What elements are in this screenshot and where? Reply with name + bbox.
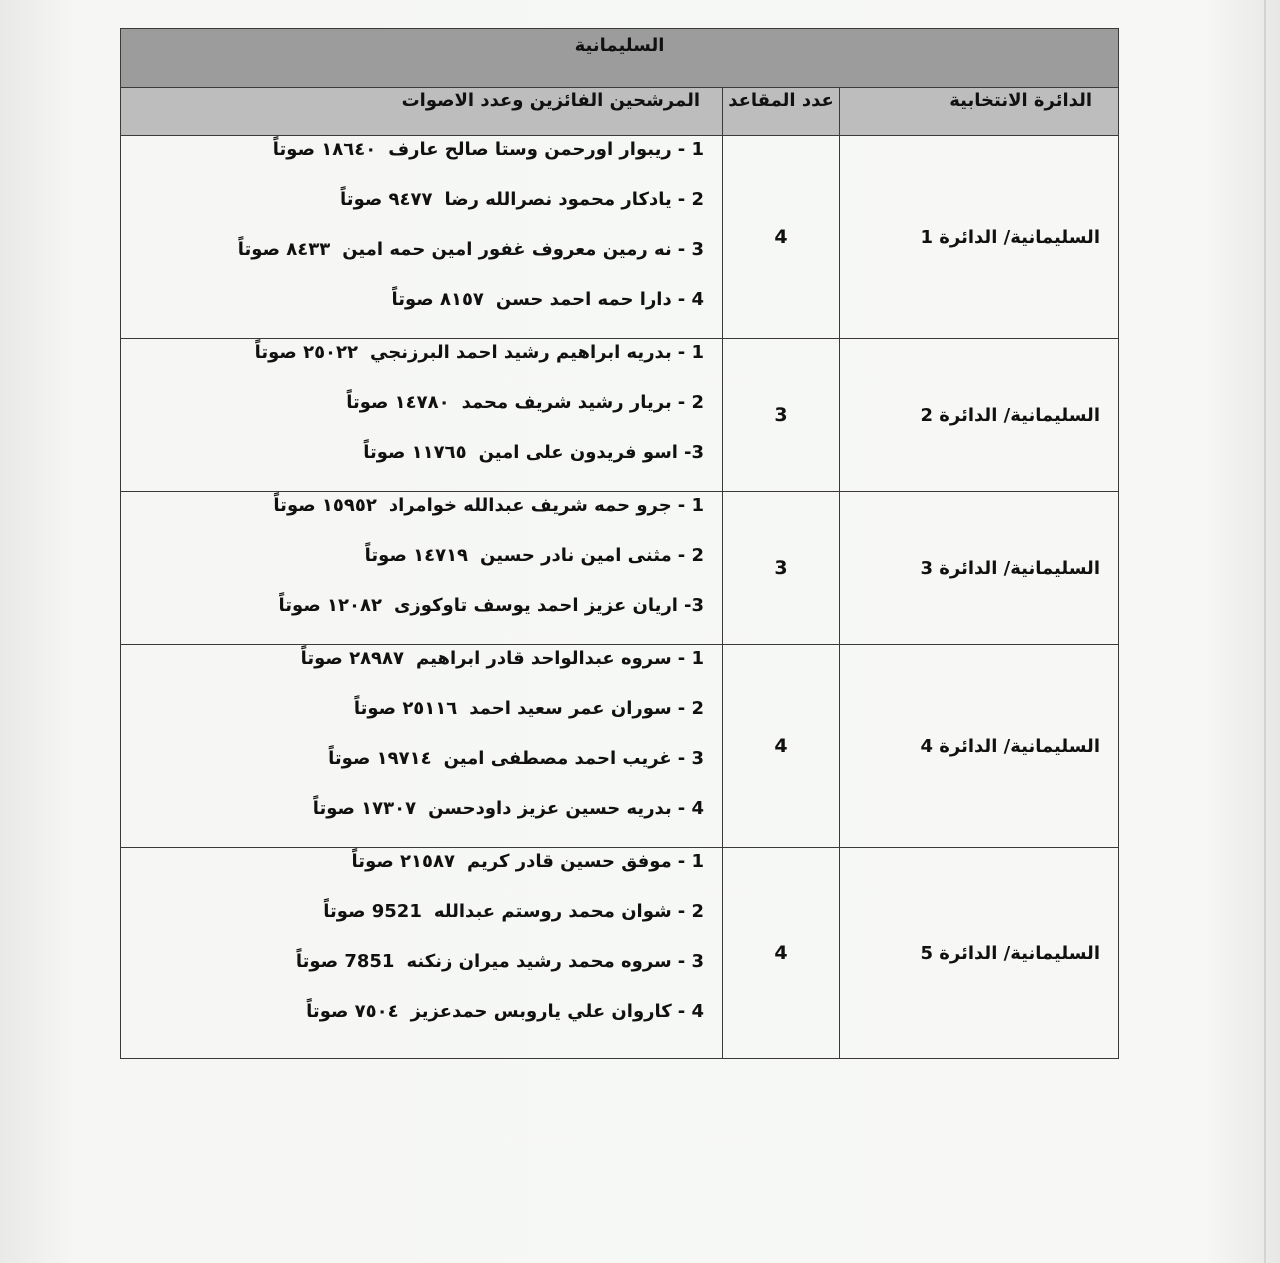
candidate-list <box>121 339 722 491</box>
candidates-cell <box>121 339 723 492</box>
candidate-name: اريان عزيز احمد يوسف تاوكوزى <box>393 595 678 616</box>
candidate-number: 3- <box>683 595 704 616</box>
candidate-votes: ٢١٥٨٧ صوتاً <box>351 851 455 872</box>
candidate-votes: ١٤٧١٩ صوتاً <box>364 545 469 566</box>
candidate-votes: ٢٥٠٢٢ صوتاً <box>254 342 359 363</box>
table-title: السليمانية <box>574 35 665 56</box>
candidate-number: 3 - <box>677 951 704 972</box>
candidate-votes: ١٤٧٨٠ صوتاً <box>346 392 450 413</box>
candidate-item <box>121 288 704 338</box>
candidate-name: نه رمين معروف غفور امين حمه امين <box>342 239 672 260</box>
candidate-number: 2 - <box>677 545 704 566</box>
district-name: السليمانية/ الدائرة 2 <box>840 339 1119 492</box>
candidate-name: يادكار محمود نصرالله رضا <box>444 189 672 210</box>
candidate-votes: 9521 صوتاً <box>323 901 422 922</box>
seats-cell: 4 <box>723 848 840 1059</box>
candidate-item <box>121 797 704 847</box>
header-district: الدائرة الانتخابية <box>840 88 1119 136</box>
candidate-list <box>121 848 722 1050</box>
candidate-votes: ٢٨٩٨٧ صوتاً <box>300 648 405 669</box>
header-row <box>121 88 1119 136</box>
candidate-item <box>121 391 704 441</box>
candidate-item <box>121 441 704 491</box>
candidate-votes: ١٧٣٠٧ صوتاً <box>312 798 417 819</box>
candidate-votes: 7851 صوتاً <box>295 951 395 972</box>
candidate-number: 3 - <box>677 748 704 769</box>
header-seats: عدد المقاعد <box>723 88 840 136</box>
district-name: السليمانية/ الدائرة 1 <box>840 136 1119 339</box>
candidate-number: 2 - <box>677 392 704 413</box>
candidate-item <box>121 900 704 950</box>
candidate-votes: ١٥٩٥٢ صوتاً <box>273 495 377 516</box>
candidate-name: بريار رشيد شريف محمد <box>461 392 672 413</box>
district-row-1 <box>121 136 1119 339</box>
candidate-number: 1 - <box>677 648 704 669</box>
district-name: السليمانية/ الدائرة 4 <box>840 645 1119 848</box>
candidate-item <box>121 950 704 1000</box>
candidate-item <box>121 647 704 697</box>
candidate-item <box>121 594 704 644</box>
candidate-votes: ١١٧٦٥ صوتاً <box>363 442 467 463</box>
candidate-item <box>121 138 704 188</box>
candidate-number: 1 - <box>677 851 704 872</box>
candidate-list <box>121 645 722 847</box>
candidate-name: كاروان علي ياروبس حمدعزيز <box>410 1001 672 1022</box>
candidates-cell <box>121 645 723 848</box>
candidate-number: 2 - <box>677 698 704 719</box>
candidate-name: مثنى امين نادر حسين <box>480 545 672 566</box>
candidate-votes: ١٩٧١٤ صوتاً <box>328 748 432 769</box>
candidates-cell <box>121 492 723 645</box>
candidate-name: بدريه حسين عزيز داودحسن <box>428 798 672 819</box>
candidate-name: جرو حمه شريف عبدالله خوامراد <box>388 495 672 516</box>
title-row <box>121 29 1119 88</box>
seats-cell: 4 <box>723 645 840 848</box>
candidate-name: ريبوار اورحمن وستا صالح عارف <box>388 139 672 160</box>
candidate-name: موفق حسين قادر كريم <box>466 851 672 872</box>
candidate-name: دارا حمه احمد حسن <box>495 289 672 310</box>
candidate-number: 3- <box>683 442 704 463</box>
candidate-votes: ٢٥١١٦ صوتاً <box>353 698 458 719</box>
candidate-votes: ١٨٦٤٠ صوتاً <box>272 139 377 160</box>
candidate-number: 1 - <box>677 342 704 363</box>
candidate-name: سروه عبدالواحد قادر ابراهيم <box>416 648 672 669</box>
candidate-item <box>121 1000 704 1050</box>
candidate-votes: ٩٤٧٧ صوتاً <box>340 189 433 210</box>
district-row-2 <box>121 339 1119 492</box>
seats-cell: 3 <box>723 492 840 645</box>
district-row-5 <box>121 848 1119 1059</box>
candidate-name: اسو فريدون على امين <box>478 442 678 463</box>
candidate-number: 4 - <box>677 798 704 819</box>
candidate-name: بدريه ابراهيم رشيد احمد البرزنجي <box>370 342 672 363</box>
district-row-4 <box>121 645 1119 848</box>
candidate-number: 4 - <box>677 1001 704 1022</box>
candidate-name: شوان محمد روستم عبدالله <box>433 901 672 922</box>
candidate-name: سروه محمد رشيد ميران زنكنه <box>406 951 672 972</box>
candidates-cell <box>121 848 723 1059</box>
candidate-votes: ١٢٠٨٢ صوتاً <box>278 595 382 616</box>
candidate-item <box>121 850 704 900</box>
candidate-name: غريب احمد مصطفى امين <box>443 748 672 769</box>
candidate-item <box>121 188 704 238</box>
candidate-number: 2 - <box>677 189 704 210</box>
candidate-list <box>121 492 722 644</box>
candidates-cell <box>121 136 723 339</box>
candidate-number: 2 - <box>677 901 704 922</box>
candidate-name: سوران عمر سعيد احمد <box>469 698 672 719</box>
seats-cell: 4 <box>723 136 840 339</box>
candidate-votes: ٨١٥٧ صوتاً <box>391 289 484 310</box>
district-name: السليمانية/ الدائرة 3 <box>840 492 1119 645</box>
candidate-item <box>121 697 704 747</box>
candidate-number: 1 - <box>677 495 704 516</box>
candidate-votes: ٨٤٣٣ صوتاً <box>237 239 331 260</box>
candidate-item <box>121 238 704 288</box>
seats-cell: 3 <box>723 339 840 492</box>
candidate-number: 3 - <box>677 239 704 260</box>
candidate-item <box>121 747 704 797</box>
candidate-number: 4 - <box>677 289 704 310</box>
candidate-list <box>121 136 722 338</box>
district-row-3 <box>121 492 1119 645</box>
candidate-item <box>121 341 704 391</box>
district-name: السليمانية/ الدائرة 5 <box>840 848 1119 1059</box>
candidate-votes: ٧٥٠٤ صوتاً <box>306 1001 399 1022</box>
page-edge <box>1264 0 1266 1263</box>
candidate-item <box>121 544 704 594</box>
candidate-number: 1 - <box>677 139 704 160</box>
results-table <box>120 28 1119 1059</box>
candidate-item <box>121 494 704 544</box>
header-candidates: المرشحين الفائزين وعدد الاصوات <box>121 88 723 136</box>
table-title-cell <box>121 29 1119 88</box>
